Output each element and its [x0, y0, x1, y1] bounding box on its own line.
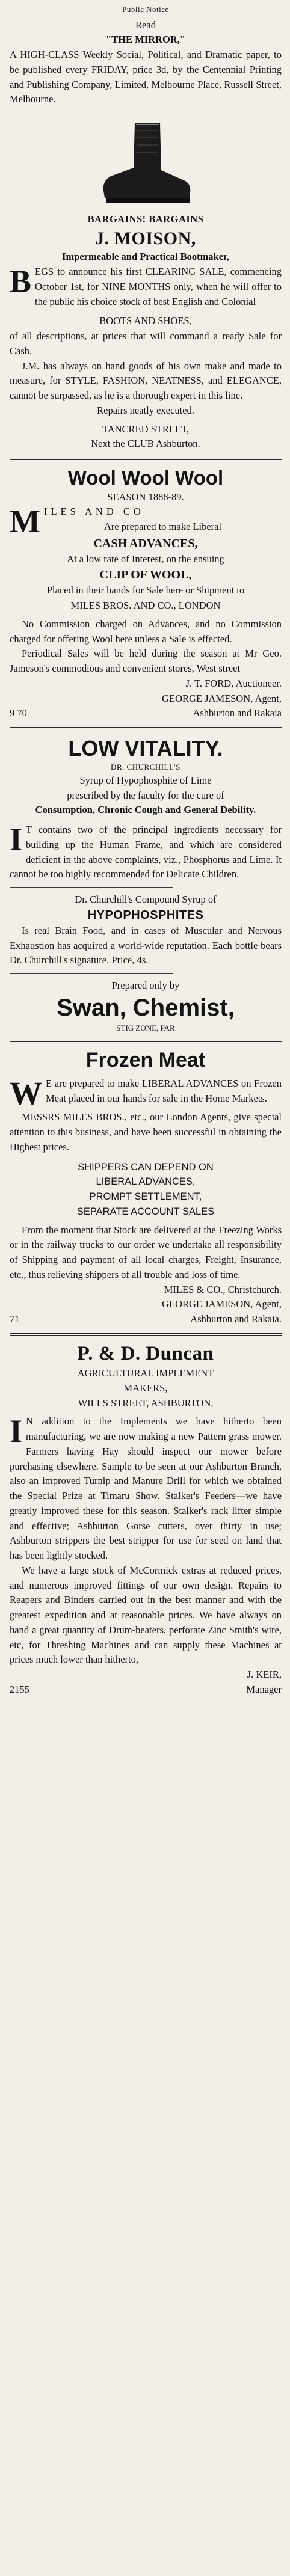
frozen-intro — [10, 1076, 282, 1106]
boot-icon — [97, 118, 194, 209]
moison-bargains: BARGAINS! BARGAINS — [87, 213, 204, 225]
moison-dropcap: B — [10, 265, 32, 299]
wool-intro — [10, 504, 282, 535]
mirror-body: A HIGH-CLASS Weekly Social, Political, and Dramatic paper, to be published every FRIDAY, price 3d, by the Centennial Printing and Publishing Company, Limited, Melbourne Place, Russell Street, Melbourne. — [10, 49, 282, 105]
vitality-compound: Dr. Churchill's Compound Syrup of — [75, 894, 217, 906]
wool-agent-place: Ashburton and Rakaia — [193, 707, 282, 719]
duncan-trade-1: AGRICULTURAL IMPLEMENT — [77, 1367, 214, 1379]
boot-illustration — [10, 118, 282, 209]
divider — [10, 1333, 282, 1336]
moison-trade: Impermeable and Practical Bootmaker, — [61, 251, 229, 263]
wool-firm: ILES AND CO — [43, 506, 144, 518]
frozen-meat-advertisement — [10, 1048, 282, 1327]
mirror-read-label: Read — [135, 19, 156, 31]
duncan-signer: J. KEIR, — [247, 1669, 282, 1681]
vitality-location: STIG ZONE, PAR — [116, 1023, 175, 1032]
wool-p6: Periodical Sales will be held during the season at Mr Geo. Jameson's commodious and convenient stores, West street — [10, 648, 282, 675]
frozen-p3: From the moment that Stock are delivered at the Freezing Works or in the railway trucks to our order we undertake all responsibility of Shipping and payment of all local charges, Freight, Insurance, etc., thus relieving shippers of all trouble and loss of time. — [10, 1224, 282, 1280]
vitality-doctor: DR. CHURCHILL'S — [110, 762, 181, 772]
wool-ref: 9 70 — [10, 707, 27, 719]
wool-title: Wool Wool Wool — [67, 467, 224, 489]
wool-london: MILES BROS. AND CO., LONDON — [70, 600, 221, 612]
duncan-p2: We have a large stock of McCormick extras at reduced prices, and numerous improved fittings of our own design. Repairs to Reapers and Binders carried out in the best manner and with the greatest expedition and at reasonable prices. We have always on hand a great quantity of Drum-beaters, perforate Zinc Smith's wire, etc, for Threshing Machines and can supply these Machines at prices much lower than hitherto, — [10, 1564, 282, 1666]
frozen-p2: MESSRS MILES BROS., etc., our London Agents, give special attention to this business, and have been successful in obtaining the Highest prices. — [10, 1111, 282, 1153]
frozen-ship-3: PROMPT SETTLEMENT, — [89, 1191, 202, 1203]
divider — [10, 727, 282, 729]
mirror-title: "THE MIRROR," — [106, 34, 185, 46]
vitality-dropcap: I — [10, 823, 23, 858]
frozen-agent-place: Ashburton and Rakaia. — [190, 1313, 282, 1325]
moison-p2: of all descriptions, at prices that will command a ready Sale for Cash. — [10, 330, 282, 357]
duncan-title: P. & D. Duncan — [77, 1342, 214, 1364]
moison-p1: EGS to announce his first CLEARING SALE, commencing October 1st, for NINE MONTHS only, when he will offer to the public his choice stock of best English and Colonial — [35, 266, 282, 307]
vitality-chemist: Swan, Chemist, — [57, 994, 235, 1021]
vitality-intro — [10, 823, 282, 882]
wool-signoff — [10, 706, 282, 721]
frozen-ref: 71 — [10, 1313, 20, 1325]
wool-p3: Placed in their hands for Sale here or Shipment to — [46, 584, 245, 596]
wool-dropcap: M — [10, 504, 40, 535]
frozen-signoff — [10, 1312, 282, 1327]
wool-advertisement — [10, 466, 282, 721]
wool-p2: At a low rate of Interest, on the ensuing — [67, 553, 224, 565]
wool-auctioneer: J. T. FORD, Auctioneer. — [185, 677, 282, 689]
duncan-p1: N addition to the Implements we have hitherto been manufacturing, we are now making a new Pattern grass mower. Farmers having Hay should inspect our mower before purchasing elsewhere. Sample to be seen at our Ashburton Branch, also an improved Turnip and Manure Drill for which we obtained the Special Prize at Timaru Show. Stalker's Feeders—we have greatly improved these for this season. Stalker's rack lifter simple and effective; Ashburton Gorse cutters, over thirty in use; Ashburton strippers the best stripper for use for seed on land that has been lightly stocked. — [10, 1415, 282, 1562]
moison-repairs: Repairs neatly executed. — [97, 404, 194, 416]
vitality-p1: T contains two of the principal ingredients necessary for building up the Human Frame, and which are considered deficient in the above complaints, viz., Phosphorus and Lime. It cannot be too highly recommended for Delicate Children. — [10, 824, 282, 880]
moison-address-street: TANCRED STREET, — [102, 423, 190, 435]
frozen-title: Frozen Meat — [85, 1049, 206, 1072]
duncan-ref: 2155 — [10, 1683, 29, 1695]
duncan-signoff — [10, 1682, 282, 1697]
duncan-role: Manager — [246, 1683, 282, 1695]
frozen-p1: E are prepared to make LIBERAL ADVANCES on Frozen Meat placed in our hands for sale in the Home Markets. — [46, 1078, 282, 1104]
wool-agent: GEORGE JAMESON, Agent, — [162, 692, 282, 704]
vitality-title: LOW VITALITY. — [68, 736, 223, 761]
moison-advertisement — [10, 118, 282, 452]
vitality-p2: Is real Brain Food, and in cases of Muscular and Nervous Exhaustion has acquired a world-wide reputation. Each bottle bears Dr. Churchill's signature. Price, 4s. — [10, 924, 282, 966]
frozen-ship-2: LIBERAL ADVANCES, — [96, 1176, 196, 1188]
vitality-prescribed: prescribed by the faculty for the cure of — [67, 789, 224, 801]
divider — [10, 1040, 282, 1042]
duncan-dropcap: I — [10, 1414, 23, 1450]
vitality-advertisement — [10, 735, 282, 1034]
wool-p5: No Commission charged on Advances, and no Commission charged for offering Wool here unless a Sale is effected. — [10, 618, 282, 645]
moison-address-note: Next the CLUB Ashburton. — [91, 438, 200, 450]
vitality-prepared: Prepared only by — [111, 980, 180, 992]
moison-p3: J.M. has always on hand goods of his own make and made to measure, for STYLE, FASHION, NEATNESS, and ELEGANCE, cannot be surpassed, as he is a thorough expert in this line. — [10, 360, 282, 401]
frozen-firm: MILES & CO., Christchurch. — [164, 1283, 282, 1295]
wool-season: SEASON 1888-89. — [107, 491, 184, 503]
vitality-diseases: Consumption, Chronic Cough and General Debility. — [35, 804, 256, 816]
wool-cash-advances: CASH ADVANCES, — [93, 536, 198, 550]
frozen-agent: GEORGE JAMESON, Agent, — [162, 1298, 282, 1310]
frozen-ship-1: SHIPPERS CAN DEPEND ON — [78, 1161, 214, 1173]
vitality-syrup: Syrup of Hypophosphite of Lime — [79, 774, 212, 786]
wool-clip: CLIP OF WOOL, — [99, 568, 192, 582]
duncan-intro — [10, 1414, 282, 1563]
public-notice-heading: Public Notice — [122, 5, 169, 14]
frozen-dropcap: W — [10, 1076, 42, 1107]
vitality-hypophosphites: HYPOPHOSPHITES — [87, 908, 204, 922]
duncan-address: WILLS STREET, ASHBURTON. — [78, 1397, 214, 1409]
duncan-advertisement — [10, 1342, 282, 1697]
moison-goods: BOOTS AND SHOES, — [99, 315, 192, 327]
wool-p1: Are prepared to make Liberal — [103, 521, 222, 533]
moison-name: J. MOISON, — [95, 228, 196, 248]
moison-intro — [10, 265, 282, 309]
divider — [10, 887, 173, 888]
divider — [10, 458, 282, 460]
divider — [10, 973, 173, 974]
mirror-advertisement — [10, 18, 282, 108]
duncan-trade-2: MAKERS, — [123, 1382, 168, 1394]
frozen-ship-4: SEPARATE ACCOUNT SALES — [76, 1206, 215, 1217]
